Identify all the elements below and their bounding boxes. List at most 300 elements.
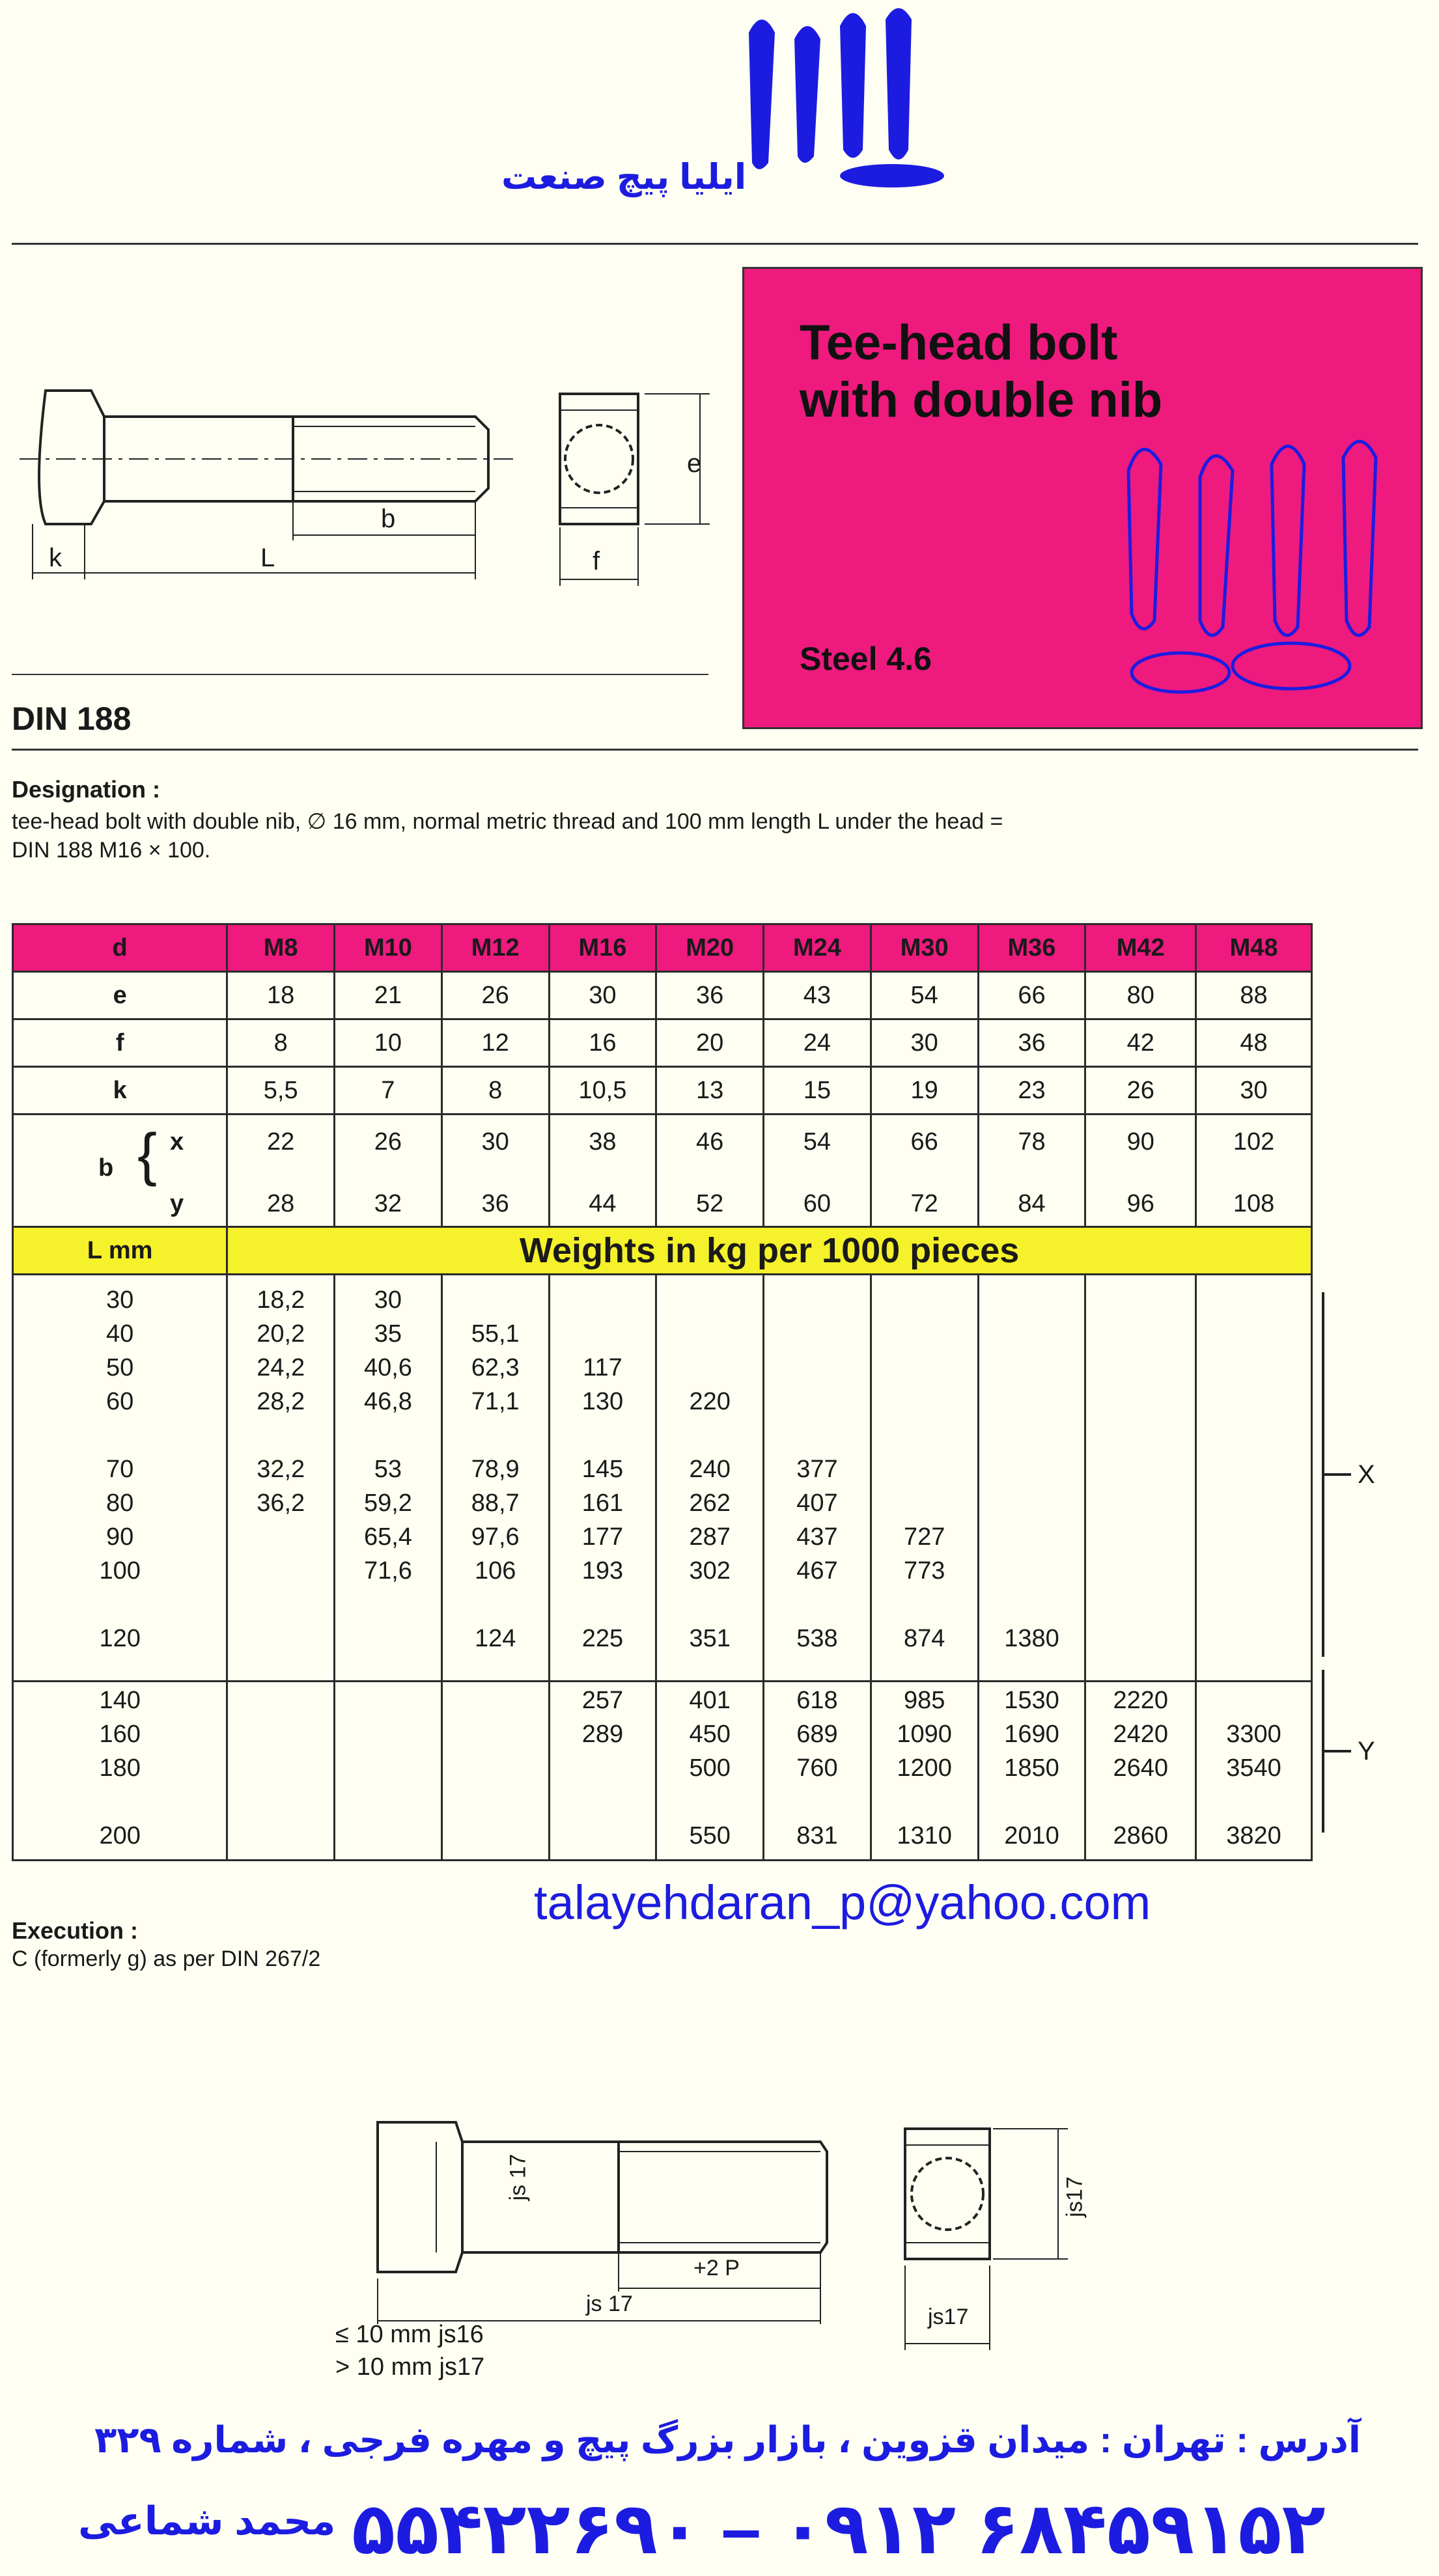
table-cell: 10 [335, 1019, 442, 1067]
weight-value: 28,2 [257, 1388, 305, 1415]
weight-value [228, 1751, 333, 1785]
length-value: 70 [106, 1456, 134, 1483]
weight-value [335, 1785, 441, 1819]
b-cell [441, 1115, 549, 1227]
weight-value [1197, 1683, 1311, 1717]
weight-value [764, 1317, 870, 1351]
table-cell: 26 [441, 972, 549, 1019]
weight-value [1086, 1622, 1195, 1655]
weight-value: 1200 [897, 1754, 952, 1782]
steel-grade: Steel 4.6 [800, 641, 932, 677]
dim-plus2p: +2 P [693, 2256, 740, 2280]
weight-value [657, 1785, 762, 1819]
weight-value: 2860 [1113, 1822, 1169, 1849]
b-cell [871, 1115, 978, 1227]
weight-column [549, 1682, 656, 1861]
weight-value: 130 [581, 1388, 624, 1415]
dim-L: L [260, 544, 275, 572]
weight-value [872, 1452, 977, 1486]
weight-value [1197, 1317, 1311, 1351]
weight-value: 1090 [897, 1721, 952, 1748]
product-title-line1: Tee-head bolt [800, 315, 1118, 370]
weight-value [764, 1785, 870, 1819]
weight-value [979, 1588, 1085, 1622]
table-cell: 15 [764, 1067, 871, 1115]
dim-f: f [593, 547, 600, 575]
weight-value [335, 1419, 441, 1452]
weight-value [1086, 1351, 1195, 1385]
size-cell: M36 [978, 924, 1085, 972]
weight-value: 240 [689, 1456, 731, 1483]
weight-value [335, 1819, 441, 1853]
weight-value [228, 1588, 333, 1622]
weight-value: 220 [689, 1388, 731, 1415]
size-cell: M16 [549, 924, 656, 972]
weight-value [550, 1283, 656, 1317]
length-value: 180 [99, 1754, 141, 1782]
weight-value [228, 1554, 333, 1588]
weight-value: 145 [581, 1456, 624, 1483]
weight-value: 97,6 [471, 1523, 520, 1551]
b-cell [549, 1115, 656, 1227]
tolerance-note-2: > 10 mm js17 [335, 2353, 485, 2381]
address: آدرس : تهران : میدان قزوین ، بازار بزرگ پیچ و مهره فرجی ، شماره ۳۲۹ [94, 2419, 1361, 2460]
standard-number: DIN 188 [12, 700, 132, 737]
weight-value: 262 [689, 1489, 731, 1517]
weight-value: 53 [374, 1456, 402, 1483]
weight-value [872, 1385, 977, 1419]
weight-value [979, 1419, 1085, 1452]
weight-value: 65,4 [363, 1523, 412, 1551]
weight-value: 401 [689, 1687, 731, 1714]
weight-value [1086, 1419, 1195, 1452]
brace-icon: { [137, 1122, 158, 1187]
row-label: f [13, 1019, 227, 1067]
weight-value [979, 1385, 1085, 1419]
weight-value: 88,7 [471, 1489, 520, 1517]
weight-value [1086, 1785, 1195, 1819]
weight-value: 225 [581, 1625, 624, 1652]
company-name: ایلیا پیچ صنعت [501, 158, 747, 197]
b-y-value: 44 [589, 1190, 617, 1217]
weight-value [872, 1486, 977, 1520]
weight-value: 1850 [1004, 1754, 1059, 1782]
weight-value: 289 [581, 1721, 624, 1748]
weight-value [979, 1317, 1085, 1351]
weight-column [227, 1275, 335, 1682]
weight-value: 78,9 [471, 1456, 520, 1483]
weight-value: 32,2 [257, 1456, 305, 1483]
weight-column [549, 1275, 656, 1682]
weight-value: 377 [796, 1456, 838, 1483]
weight-value [1086, 1588, 1195, 1622]
weight-value [1197, 1622, 1311, 1655]
length-value [14, 1588, 226, 1622]
table-cell: 26 [1085, 1067, 1196, 1115]
weight-value [335, 1622, 441, 1655]
designation-text-1: tee-head bolt with double nib, ∅ 16 mm, normal metric thread and 100 mm length L under the head = [12, 809, 1003, 834]
weight-value [335, 1588, 441, 1622]
b-cell [978, 1115, 1085, 1227]
b-y-label: y [170, 1190, 184, 1217]
b-x-value: 22 [267, 1128, 295, 1156]
weight-value: 450 [689, 1721, 731, 1748]
weight-value: 689 [796, 1721, 838, 1748]
weight-value [979, 1351, 1085, 1385]
top-divider [12, 243, 1418, 245]
weights-group-x [13, 1275, 1312, 1682]
weight-value [979, 1785, 1085, 1819]
weight-value: 538 [796, 1625, 838, 1652]
b-row [13, 1115, 1312, 1227]
dim-js17-head: js 17 [505, 2154, 531, 2201]
b-x-value: 102 [1233, 1128, 1275, 1156]
b-y-value: 84 [1018, 1190, 1046, 1217]
weight-value: 3820 [1226, 1822, 1281, 1849]
weight-value [1197, 1520, 1311, 1554]
table-cell: 16 [549, 1019, 656, 1067]
b-y-value: 72 [910, 1190, 938, 1217]
size-cell: M48 [1196, 924, 1312, 972]
weight-value [764, 1283, 870, 1317]
tolerance-note-1: ≤ 10 mm js16 [335, 2321, 484, 2348]
size-cell: M8 [227, 924, 335, 972]
row-label: k [13, 1067, 227, 1115]
table-cell: 54 [871, 972, 978, 1019]
row-label: e [13, 972, 227, 1019]
dim-js17-length: js 17 [586, 2292, 633, 2316]
weight-value [657, 1351, 762, 1385]
length-value [14, 1419, 226, 1452]
b-cell [1196, 1115, 1312, 1227]
weight-value [550, 1785, 656, 1819]
weight-value [1197, 1452, 1311, 1486]
b-cell [335, 1115, 442, 1227]
weight-column [1196, 1275, 1312, 1682]
weight-column [335, 1275, 442, 1682]
b-x-label: x [170, 1128, 184, 1156]
weight-value: 1310 [897, 1822, 952, 1849]
weight-value: 773 [903, 1557, 945, 1585]
table-cell: 8 [441, 1067, 549, 1115]
weight-value [979, 1283, 1085, 1317]
execution-text: C (formerly g) as per DIN 267/2 [12, 1946, 321, 1971]
weight-value [872, 1317, 977, 1351]
phone-number[interactable]: ۵۵۴۲۲۶۹۰ – ۰۹۱۲ ۶۸۴۵۹۱۵۲ [352, 2489, 1326, 2569]
weight-column [227, 1682, 335, 1861]
length-value: 30 [106, 1286, 134, 1314]
weight-value: 55,1 [471, 1320, 520, 1348]
weight-value: 71,6 [363, 1557, 412, 1585]
b-x-value: 30 [481, 1128, 509, 1156]
title-box [742, 267, 1423, 729]
weight-value: 874 [903, 1625, 945, 1652]
weight-value [228, 1785, 333, 1819]
weight-column [871, 1275, 978, 1682]
company-logo [723, 0, 957, 195]
weight-value [228, 1419, 333, 1452]
weight-value: 1690 [1004, 1721, 1059, 1748]
weight-value [1086, 1486, 1195, 1520]
table-cell: 30 [549, 972, 656, 1019]
weight-value [1197, 1486, 1311, 1520]
weight-value: 257 [581, 1687, 624, 1714]
weight-value [1086, 1283, 1195, 1317]
dim-k: k [49, 544, 62, 572]
table-cell: 24 [764, 1019, 871, 1067]
weight-value [1197, 1419, 1311, 1452]
weight-value: 1380 [1004, 1625, 1059, 1652]
weight-value: 2010 [1004, 1822, 1059, 1849]
dim-js17-width: js17 [928, 2305, 969, 2329]
weight-column [1196, 1682, 1312, 1861]
b-y-value: 36 [481, 1190, 509, 1217]
weight-value [1086, 1554, 1195, 1588]
weight-value: 760 [796, 1754, 838, 1782]
product-title-line2: with double nib [800, 372, 1163, 428]
weight-value [1086, 1385, 1195, 1419]
weight-value [228, 1717, 333, 1751]
weight-value: 831 [796, 1822, 838, 1849]
weight-value: 500 [689, 1754, 731, 1782]
b-cell [764, 1115, 871, 1227]
weight-value [550, 1751, 656, 1785]
weight-value: 193 [581, 1557, 624, 1585]
bracket-x-label: X [1358, 1460, 1375, 1489]
weight-column [441, 1275, 549, 1682]
weight-value: 3540 [1226, 1754, 1281, 1782]
table-cell: 48 [1196, 1019, 1312, 1067]
weight-value: 117 [583, 1354, 622, 1381]
b-cell [656, 1115, 764, 1227]
b-x-value: 78 [1018, 1128, 1046, 1156]
b-y-value: 52 [696, 1190, 724, 1217]
length-value: 80 [106, 1489, 134, 1517]
weight-value [443, 1717, 548, 1751]
bolt-side-drawing [20, 365, 736, 612]
weight-value: 727 [903, 1523, 945, 1551]
table-cell: 30 [871, 1019, 978, 1067]
weight-column [1085, 1275, 1196, 1682]
weight-value [550, 1819, 656, 1853]
weight-value: 177 [581, 1523, 624, 1551]
weight-value [1086, 1452, 1195, 1486]
table-cell: 42 [1085, 1019, 1196, 1067]
weight-value: 550 [689, 1822, 731, 1849]
weight-value [1197, 1588, 1311, 1622]
size-cell: M12 [441, 924, 549, 972]
weight-value: 3300 [1226, 1721, 1281, 1748]
length-value: 40 [106, 1320, 134, 1348]
length-value: 120 [99, 1625, 141, 1652]
length-value: 100 [99, 1557, 141, 1585]
weight-value [764, 1385, 870, 1419]
weight-value [335, 1683, 441, 1717]
weight-column [1085, 1682, 1196, 1861]
designation-text-2: DIN 188 M16 × 100. [12, 838, 211, 863]
b-label-cell [13, 1115, 227, 1227]
weight-value [1197, 1554, 1311, 1588]
table-cell: 20 [656, 1019, 764, 1067]
weights-header-row [13, 1227, 1312, 1275]
b-x-value: 54 [803, 1128, 831, 1156]
watermark-logo-icon [1102, 432, 1402, 718]
b-y-value: 96 [1126, 1190, 1154, 1217]
weight-value: 2220 [1113, 1687, 1169, 1714]
execution-heading: Execution : [12, 1917, 139, 1944]
weight-value [764, 1588, 870, 1622]
weight-value: 36,2 [257, 1489, 305, 1517]
weight-value: 985 [903, 1687, 945, 1714]
weight-value [443, 1819, 548, 1853]
b-y-value: 32 [374, 1190, 402, 1217]
weight-value [657, 1588, 762, 1622]
weight-value [335, 1717, 441, 1751]
weight-value [872, 1785, 977, 1819]
weight-value [550, 1317, 656, 1351]
length-value: 160 [99, 1721, 141, 1748]
weight-value [1197, 1351, 1311, 1385]
weight-value [443, 1751, 548, 1785]
weight-value [1197, 1785, 1311, 1819]
weight-column [871, 1682, 978, 1861]
weight-value [228, 1520, 333, 1554]
contact-email[interactable]: talayehdaran_p@yahoo.com [534, 1876, 1151, 1930]
weight-value: 351 [689, 1625, 731, 1652]
table-cell: 7 [335, 1067, 442, 1115]
weight-value: 1530 [1004, 1687, 1059, 1714]
length-value: 50 [106, 1354, 134, 1381]
weight-value: 46,8 [363, 1388, 412, 1415]
weight-value [228, 1622, 333, 1655]
header-d: d [13, 924, 227, 972]
weight-value [872, 1588, 977, 1622]
weight-value [657, 1283, 762, 1317]
weights-group-y [13, 1682, 1312, 1861]
weight-value [550, 1588, 656, 1622]
weight-value [979, 1452, 1085, 1486]
weight-value: 24,2 [257, 1354, 305, 1381]
size-cell: M42 [1085, 924, 1196, 972]
weight-value: 2420 [1113, 1721, 1169, 1748]
table-cell: 43 [764, 972, 871, 1019]
b-y-value: 60 [803, 1190, 831, 1217]
table-cell: 36 [978, 1019, 1085, 1067]
weight-value: 40,6 [363, 1354, 412, 1381]
designation-divider [12, 749, 1418, 751]
weight-value [1197, 1283, 1311, 1317]
size-cell: M20 [656, 924, 764, 972]
size-cell: M24 [764, 924, 871, 972]
weight-value [764, 1351, 870, 1385]
weight-column [978, 1682, 1085, 1861]
weight-value: 106 [474, 1557, 516, 1585]
lmm-label: L mm [13, 1227, 227, 1275]
weight-value: 35 [374, 1320, 402, 1348]
weight-value [443, 1785, 548, 1819]
b-x-value: 90 [1126, 1128, 1154, 1156]
bracket-y-label: Y [1358, 1737, 1375, 1766]
weight-value [657, 1317, 762, 1351]
table-cell: 12 [441, 1019, 549, 1067]
weight-value: 161 [581, 1489, 624, 1517]
weight-value [443, 1588, 548, 1622]
length-value: 200 [99, 1822, 141, 1849]
owner-name: محمد شماعی [78, 2499, 336, 2543]
weight-value [443, 1683, 548, 1717]
weight-value: 2640 [1113, 1754, 1169, 1782]
table-cell: 10,5 [549, 1067, 656, 1115]
b-cell [227, 1115, 335, 1227]
weight-value [979, 1486, 1085, 1520]
weight-value [979, 1520, 1085, 1554]
table-cell: 80 [1085, 972, 1196, 1019]
weight-value [764, 1419, 870, 1452]
table-cell: 18 [227, 972, 335, 1019]
weight-value: 30 [374, 1286, 402, 1314]
weight-column [335, 1682, 442, 1861]
table-row [13, 1019, 1312, 1067]
weight-value: 618 [796, 1687, 838, 1714]
length-value: 90 [106, 1523, 134, 1551]
weight-value [335, 1751, 441, 1785]
weight-value [1086, 1317, 1195, 1351]
designation-heading: Designation : [12, 776, 161, 803]
weight-value [1086, 1520, 1195, 1554]
weight-value [979, 1554, 1085, 1588]
size-cell: M30 [871, 924, 978, 972]
table-cell: 8 [227, 1019, 335, 1067]
size-header-row [13, 924, 1312, 972]
weight-value: 18,2 [257, 1286, 305, 1314]
weight-value [550, 1419, 656, 1452]
table-cell: 21 [335, 972, 442, 1019]
weight-column [656, 1275, 764, 1682]
weight-value [228, 1819, 333, 1853]
length-value: 140 [99, 1687, 141, 1714]
dim-js17-height: js17 [1062, 2176, 1087, 2217]
table-cell: 5,5 [227, 1067, 335, 1115]
length-value [14, 1785, 226, 1819]
weight-value: 302 [689, 1557, 731, 1585]
weights-title: Weights in kg per 1000 pieces [227, 1227, 1312, 1275]
size-cell: M10 [335, 924, 442, 972]
product-title [800, 314, 1162, 429]
b-y-value: 108 [1233, 1190, 1275, 1217]
table-cell: 36 [656, 972, 764, 1019]
weight-column [764, 1682, 871, 1861]
weight-column [978, 1275, 1085, 1682]
weight-value [872, 1283, 977, 1317]
weight-column [441, 1682, 549, 1861]
length-column-y [13, 1682, 227, 1861]
length-column-x [13, 1275, 227, 1682]
weight-column [764, 1275, 871, 1682]
weight-value: 59,2 [363, 1489, 412, 1517]
weight-value: 437 [796, 1523, 838, 1551]
table-cell: 30 [1196, 1067, 1312, 1115]
table-row [13, 1067, 1312, 1115]
table-cell: 19 [871, 1067, 978, 1115]
table-cell: 23 [978, 1067, 1085, 1115]
b-cell [1085, 1115, 1196, 1227]
weight-value [872, 1351, 977, 1385]
b-x-value: 46 [696, 1128, 724, 1156]
weight-value: 467 [796, 1557, 838, 1585]
dimension-table [12, 923, 1313, 1861]
weight-value [1197, 1385, 1311, 1419]
weight-value: 407 [796, 1489, 838, 1517]
